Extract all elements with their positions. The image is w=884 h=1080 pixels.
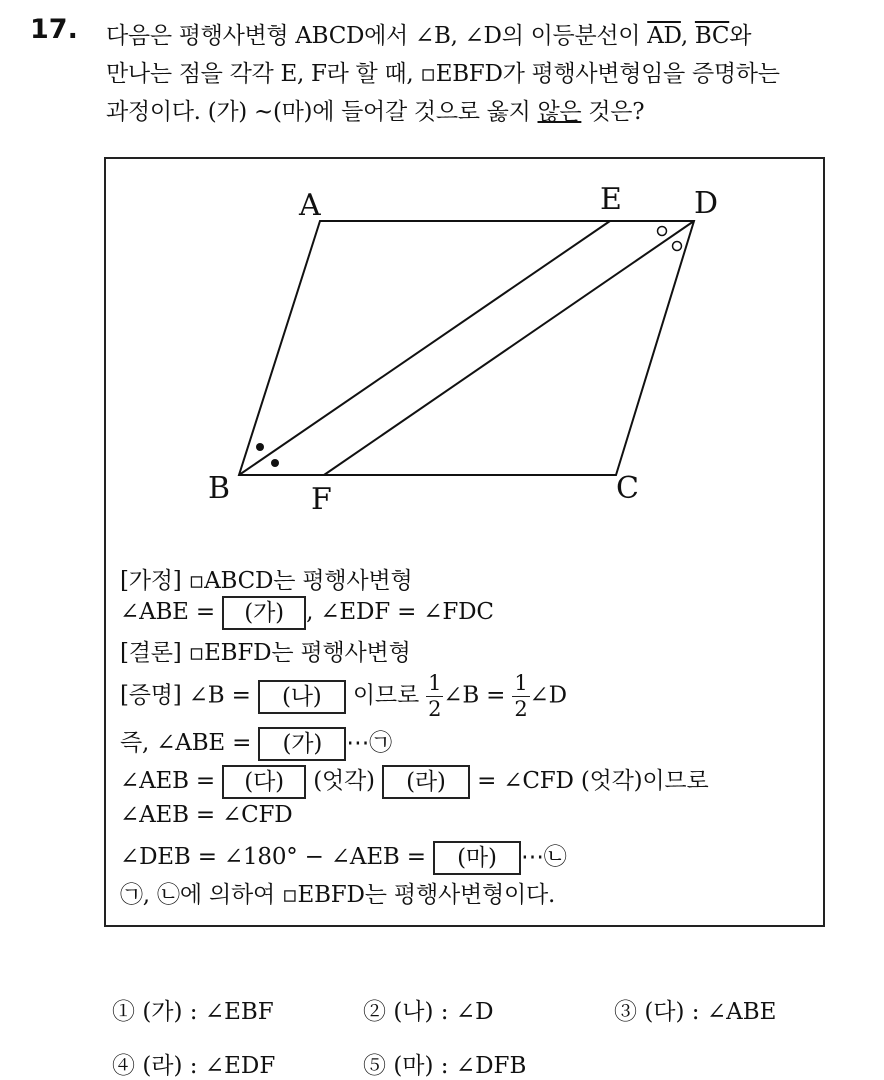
question-text-part: 와 bbox=[729, 23, 752, 49]
blank-da: (다) bbox=[222, 765, 306, 799]
label-d: D bbox=[694, 186, 719, 221]
bisector-df bbox=[324, 221, 694, 475]
proof-line-7: ∠AEB = ∠CFD bbox=[120, 802, 293, 828]
proof-final-line: ㉠, ㉡에 의하여 ▫EBFD는 평행사변형이다. bbox=[120, 882, 556, 908]
proof-line-4 bbox=[120, 673, 567, 720]
choice-text: (나) : ∠D bbox=[393, 999, 494, 1025]
proof-text: 이므로 bbox=[352, 682, 419, 709]
angle-mark-d-upper bbox=[658, 227, 667, 236]
choice-number: ② bbox=[363, 999, 386, 1025]
choice-number: ⑤ bbox=[363, 1053, 386, 1079]
comma: , bbox=[680, 23, 695, 49]
parallelogram-abcd bbox=[239, 221, 694, 475]
label-b: B bbox=[208, 471, 231, 506]
fraction-half bbox=[512, 673, 529, 720]
question-text-part: 과정이다. (가) ~(마)에 들어갈 것으로 옳지 bbox=[106, 99, 538, 125]
circled-ref-2: ⋯㉡ bbox=[520, 844, 567, 870]
question-text-part: 다음은 평행사변형 ABCD에서 ∠B, ∠D의 이등분선이 bbox=[106, 23, 648, 49]
label-a: A bbox=[299, 188, 321, 223]
choice-number: ① bbox=[112, 999, 135, 1025]
fraction-denominator: 2 bbox=[428, 697, 442, 721]
proof-text: , ∠EDF = ∠FDC bbox=[306, 599, 494, 625]
choice-text: (다) : ∠ABE bbox=[644, 999, 777, 1025]
blank-ga: (가) bbox=[258, 727, 346, 761]
segment-bc: $\overline{BC}$ bbox=[694, 23, 730, 49]
proof-text: ∠ABE = bbox=[120, 599, 215, 625]
segment-ad: $\overline{AD}$ bbox=[647, 23, 681, 49]
proof-text: 즉, ∠ABE = bbox=[120, 730, 252, 756]
choice-text: (마) : ∠DFB bbox=[393, 1053, 527, 1079]
choice-number: ④ bbox=[112, 1053, 135, 1079]
angle-mark-b-upper bbox=[256, 443, 264, 451]
circled-ref-1: ⋯㉠ bbox=[346, 730, 392, 756]
proof-line-2 bbox=[120, 596, 494, 630]
angle-mark-d-lower bbox=[673, 242, 682, 251]
fraction-numerator: 1 bbox=[514, 671, 528, 695]
question-text-line-2: 만나는 점을 각각 E, F라 할 때, ▫EBFD가 평행사변형임을 증명하는 bbox=[106, 61, 780, 87]
choice-5[interactable] bbox=[363, 1047, 526, 1080]
fraction-numerator: 1 bbox=[428, 671, 442, 695]
fraction-denominator: 2 bbox=[514, 697, 528, 721]
blank-ma: (마) bbox=[433, 841, 521, 875]
bisector-be bbox=[239, 221, 610, 475]
choice-3[interactable] bbox=[614, 993, 776, 1026]
blank-na: (나) bbox=[258, 680, 346, 714]
blank-ra: (라) bbox=[382, 765, 470, 799]
choice-number: ③ bbox=[614, 999, 637, 1025]
choice-text: (라) : ∠EDF bbox=[142, 1053, 276, 1079]
label-c: C bbox=[616, 471, 639, 506]
proof-conclusion: [결론] ▫EBFD는 평행사변형 bbox=[120, 640, 411, 666]
proof-text: ∠B = bbox=[443, 682, 506, 709]
proof-line-8 bbox=[120, 838, 567, 875]
proof-line-5 bbox=[120, 724, 392, 761]
choice-1[interactable] bbox=[112, 993, 274, 1026]
proof-text: ∠AEB = bbox=[120, 768, 215, 794]
proof-text: ∠D bbox=[529, 682, 567, 709]
blank-ga: (가) bbox=[222, 596, 306, 630]
proof-text: [증명] ∠B = bbox=[120, 682, 251, 709]
label-f: F bbox=[311, 482, 332, 517]
question-number: 17. bbox=[30, 14, 78, 45]
proof-text: = ∠CFD (엇각)이므로 bbox=[477, 768, 709, 794]
question-text-part: 것은? bbox=[581, 99, 645, 125]
proof-line-6 bbox=[120, 762, 708, 799]
choice-text: (가) : ∠EBF bbox=[142, 999, 274, 1025]
underlined-not: 않은 bbox=[537, 99, 582, 125]
choice-4[interactable] bbox=[112, 1047, 275, 1080]
angle-mark-b-lower bbox=[271, 459, 279, 467]
choice-2[interactable] bbox=[363, 993, 494, 1026]
proof-assumption: [가정] ▫ABCD는 평행사변형 bbox=[120, 568, 413, 594]
label-e: E bbox=[600, 182, 622, 217]
proof-text: (엇각) bbox=[313, 768, 375, 794]
proof-text: ∠DEB = ∠180° − ∠AEB = bbox=[120, 844, 426, 870]
fraction-half bbox=[426, 673, 443, 720]
